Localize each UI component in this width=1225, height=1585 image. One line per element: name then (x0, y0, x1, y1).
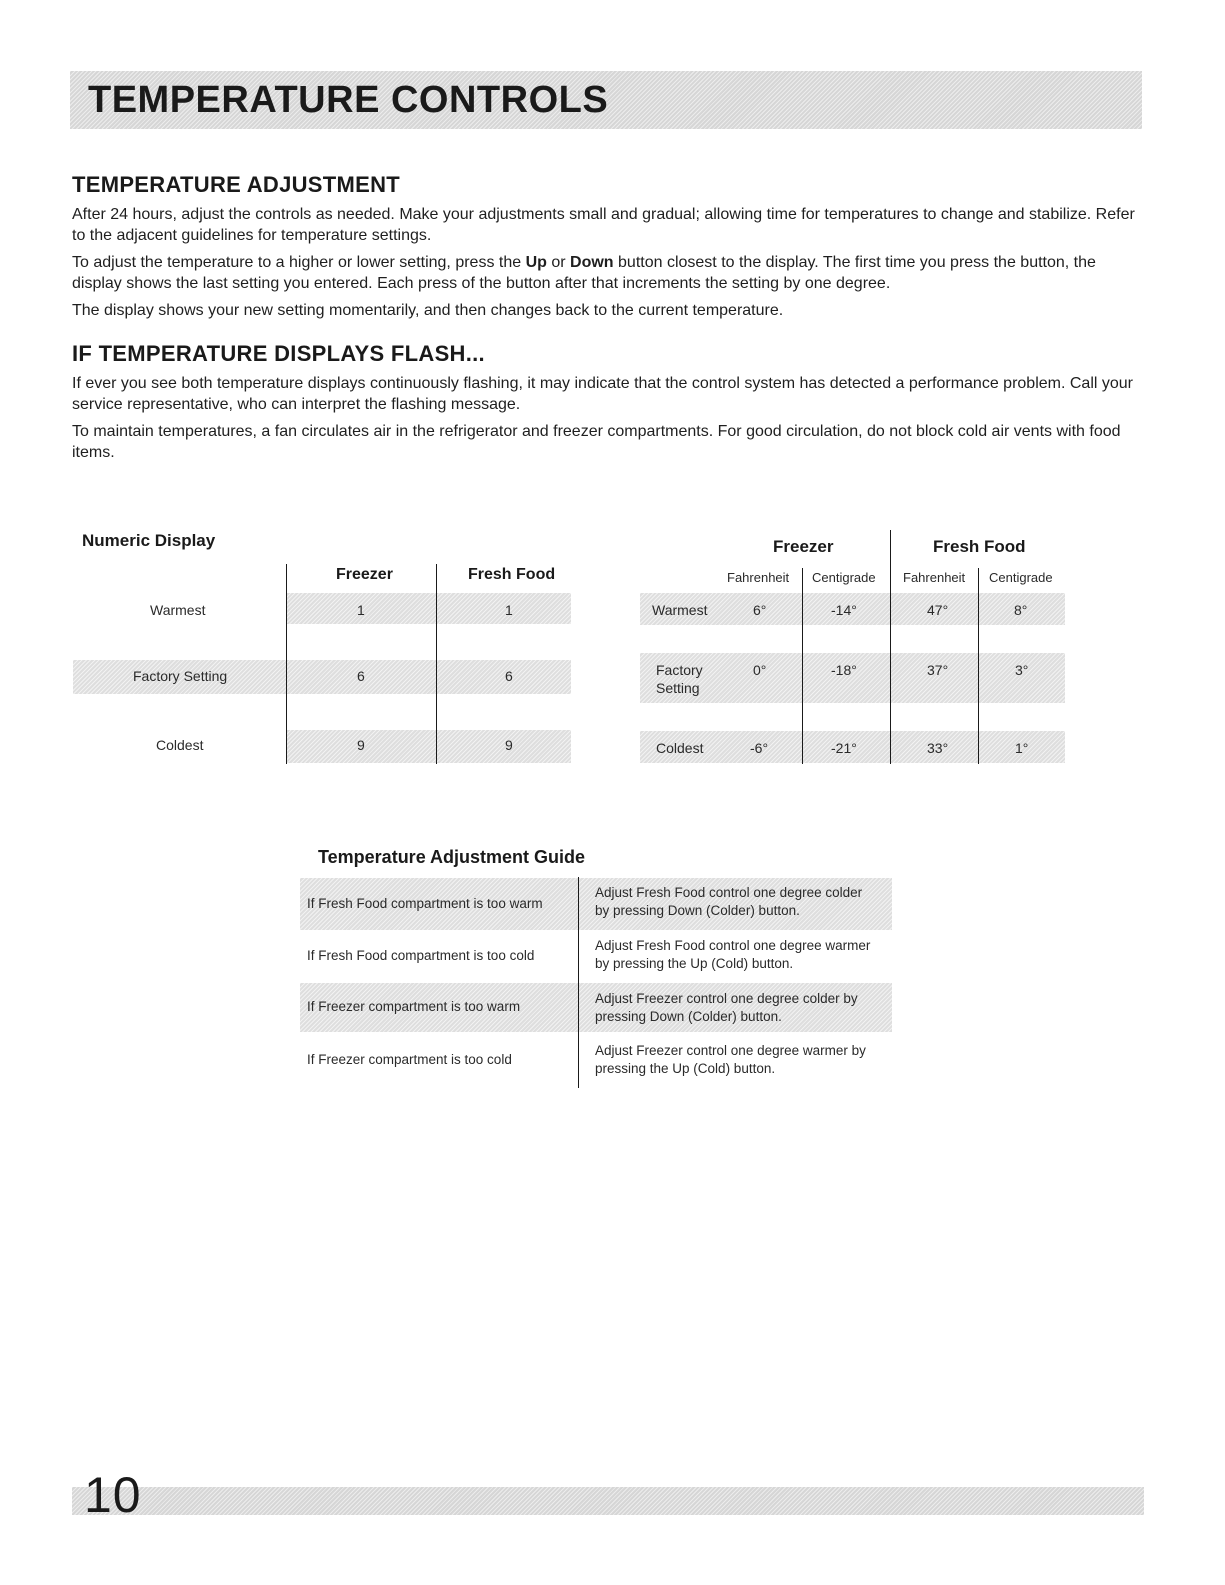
guide-action-line: Adjust Fresh Food control one degree colder (595, 885, 863, 900)
row-band (640, 653, 1065, 703)
up-keyword: Up (525, 254, 547, 271)
guide-action-line: Adjust Freezer control one degree warmer by (595, 1043, 866, 1058)
freezer-f-value: -6° (750, 740, 769, 756)
row-band (286, 593, 571, 624)
guide-action (595, 1042, 866, 1078)
text-run: To adjust the temperature to a higher or lower setting, press the (72, 254, 526, 271)
down-keyword: Down (570, 254, 614, 271)
numeric-display-title: Numeric Display (82, 531, 216, 550)
column-divider (578, 877, 579, 1088)
page-title: TEMPERATURE CONTROLS (88, 79, 609, 121)
guide-action-line: by pressing the Up (Cold) button. (595, 956, 794, 971)
freezer-value: 6 (357, 668, 365, 684)
adjustment-paragraph-1: After 24 hours, adjust the controls as needed. Make your adjustments small and gradual; allowing time for temperatures to change and stabilize. Refer to the adjacent guidelines for temperature settings. (72, 206, 1135, 244)
freezer-value: 9 (357, 737, 365, 753)
freezer-fahrenheit-header: Fahrenheit (727, 570, 790, 585)
guide-action-line: pressing the Up (Cold) button. (595, 1061, 776, 1076)
freezer-c-value: -18° (831, 662, 857, 678)
adjustment-section (72, 172, 1147, 327)
fresh-fahrenheit-header: Fahrenheit (903, 570, 966, 585)
text-run: or (546, 254, 571, 271)
freezer-centigrade-header: Centigrade (812, 570, 876, 585)
fresh-f-value: 47° (927, 602, 949, 618)
numeric-col-freezer: Freezer (336, 566, 393, 583)
row-label-line: Setting (656, 680, 700, 696)
guide-condition: If Freezer compartment is too cold (307, 1052, 512, 1067)
guide-condition: If Freezer compartment is too warm (307, 999, 521, 1014)
fresh-c-value: 3° (1015, 662, 1029, 678)
guide-action-line: Adjust Freezer control one degree colder by (595, 991, 858, 1006)
row-label-warmest: Warmest (150, 602, 206, 618)
flash-paragraph-1: If ever you see both temperature displays continuously flashing, it may indicate that the control system has detected a performance problem. Call your service representative, who can interpret the flashing message. (72, 375, 1133, 413)
fresh-c-value: 8° (1014, 602, 1028, 618)
guide-title: Temperature Adjustment Guide (318, 847, 586, 867)
guide-action-line: pressing Down (Colder) button. (595, 1009, 782, 1024)
row-label-warmest: Warmest (652, 602, 708, 618)
column-divider (978, 568, 979, 764)
fresh-food-value: 6 (505, 668, 513, 684)
column-divider (802, 568, 803, 764)
adjustment-heading: TEMPERATURE ADJUSTMENT (72, 172, 401, 197)
guide-action (595, 990, 858, 1026)
row-label-factory-setting: Factory Setting (133, 668, 228, 684)
adjustment-paragraph-3: The display shows your new setting momentarily, and then changes back to the current temperature. (72, 302, 784, 319)
freezer-f-value: 0° (753, 662, 767, 678)
row-label-coldest: Coldest (656, 740, 704, 756)
guide-action (595, 937, 870, 973)
column-divider (436, 564, 437, 764)
temp-col-fresh: Fresh Food (933, 537, 1026, 556)
flash-heading: IF TEMPERATURE DISPLAYS FLASH... (72, 341, 485, 366)
column-divider (286, 564, 287, 764)
guide-action-line: by pressing Down (Colder) button. (595, 903, 800, 918)
row-label-coldest: Coldest (156, 737, 204, 753)
freezer-c-value: -14° (831, 602, 857, 618)
flash-paragraph-2: To maintain temperatures, a fan circulates air in the refrigerator and freezer compartments. For good circulation, do not block cold air vents with food items. (72, 423, 1121, 461)
adjustment-paragraph-2 (72, 252, 1147, 294)
fresh-f-value: 33° (927, 740, 949, 756)
header-banner (70, 71, 1142, 129)
freezer-f-value: 6° (753, 602, 767, 618)
guide-action (595, 884, 862, 920)
fresh-f-value: 37° (927, 662, 949, 678)
fresh-food-value: 9 (505, 737, 513, 753)
column-divider (890, 530, 891, 764)
fresh-c-value: 1° (1015, 740, 1029, 756)
numeric-col-fresh: Fresh Food (468, 566, 556, 583)
fresh-centigrade-header: Centigrade (989, 570, 1053, 585)
page-number: 10 (84, 1467, 142, 1523)
row-label-factory-setting (656, 661, 703, 697)
row-label-line: Factory (656, 662, 703, 678)
footer-bar (72, 1487, 1144, 1515)
guide-condition: If Fresh Food compartment is too cold (307, 948, 535, 963)
text-run: button closest to the display. The first time you press the button, the display shows the last setting you entered. Each press of the button after that increments the setting by one degree. (72, 254, 1096, 292)
fresh-food-value: 1 (505, 602, 513, 618)
temp-col-freezer: Freezer (773, 537, 834, 556)
freezer-value: 1 (357, 602, 365, 618)
flash-section (72, 341, 1147, 469)
guide-action-line: Adjust Fresh Food control one degree warmer (595, 938, 871, 953)
freezer-c-value: -21° (831, 740, 857, 756)
guide-condition: If Fresh Food compartment is too warm (307, 896, 543, 911)
row-band (286, 730, 571, 763)
